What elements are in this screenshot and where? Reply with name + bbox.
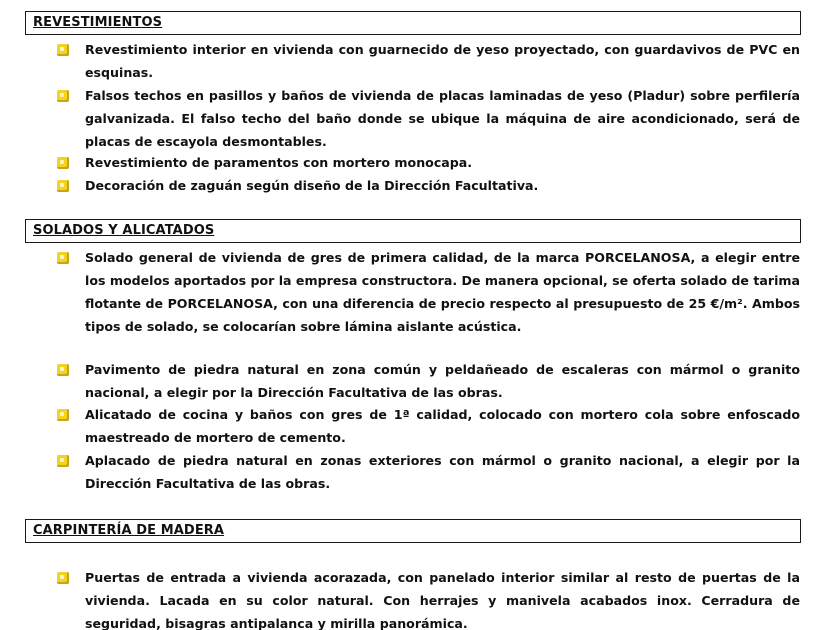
list-item — [55, 566, 800, 630]
list-item — [55, 84, 800, 153]
list-item-text: Falsos techos en pasillos y baños de vivienda de placas laminadas de yeso (Pladur) sobre perfilería galvanizada. El falso techo del baño donde se ubique la máquina de aire acondicionado, será de placas de escayola desmontables. — [85, 88, 800, 149]
bullet-icon — [57, 44, 69, 56]
list-item-text: Revestimiento de paramentos con mortero monocapa. — [85, 155, 473, 170]
bullet-icon — [57, 90, 69, 102]
section-title: SOLADOS Y ALICATADOS — [33, 223, 215, 238]
bullet-icon — [57, 252, 69, 264]
section-header-revestimientos — [25, 11, 801, 35]
list-item-text: Solado general de vivienda de gres de primera calidad, de la marca PORCELANOSA, a elegir entre los modelos aportados por la empresa constructora. De manera opcional, se oferta solado de tarima flotante de PORCELANOSA, con una diferencia de precio respecto al presupuesto de 25 €/m². Ambos tipos de solado, se colocarían sobre lámina aislante acústica. — [85, 250, 801, 334]
list-item — [55, 174, 800, 197]
section-header-solados-y-alicatados — [25, 219, 801, 243]
section-title: CARPINTERÍA DE MADERA — [33, 523, 225, 538]
list-item-text: Puertas de entrada a vivienda acorazada, con panelado interior similar al resto de puertas de la vivienda. Lacada en su color natural. Con herrajes y manivela acabados inox. Cerradura de seguridad, bisagras antipalanca y mirilla panorámica. — [85, 570, 800, 630]
bullet-icon — [57, 409, 69, 421]
list-item — [55, 403, 800, 449]
list-item-text: Decoración de zaguán según diseño de la Dirección Facultativa. — [85, 178, 539, 193]
bullet-icon — [57, 455, 69, 467]
section-title: REVESTIMIENTOS — [33, 15, 163, 30]
list-item-text: Aplacado de piedra natural en zonas exteriores con mármol o granito nacional, a elegir por la Dirección Facultativa de las obras. — [85, 453, 800, 491]
list-item — [55, 151, 800, 174]
bullet-icon — [57, 364, 69, 376]
list-item — [55, 358, 800, 404]
list-item — [55, 449, 800, 495]
bullet-icon — [57, 572, 69, 584]
list-item — [55, 246, 800, 338]
section-header-carpinteria-de-madera — [25, 519, 801, 543]
list-item — [55, 38, 800, 84]
list-item-text: Alicatado de cocina y baños con gres de 1ª calidad, colocado con mortero cola sobre enfoscado maestreado de mortero de cemento. — [85, 407, 800, 445]
bullet-icon — [57, 157, 69, 169]
list-item-text: Revestimiento interior en vivienda con guarnecido de yeso proyectado, con guardavivos de PVC en esquinas. — [85, 42, 800, 80]
list-item-text: Pavimento de piedra natural en zona común y peldañeado de escaleras con mármol o granito nacional, a elegir por la Dirección Facultativa de las obras. — [85, 362, 800, 400]
bullet-icon — [57, 180, 69, 192]
